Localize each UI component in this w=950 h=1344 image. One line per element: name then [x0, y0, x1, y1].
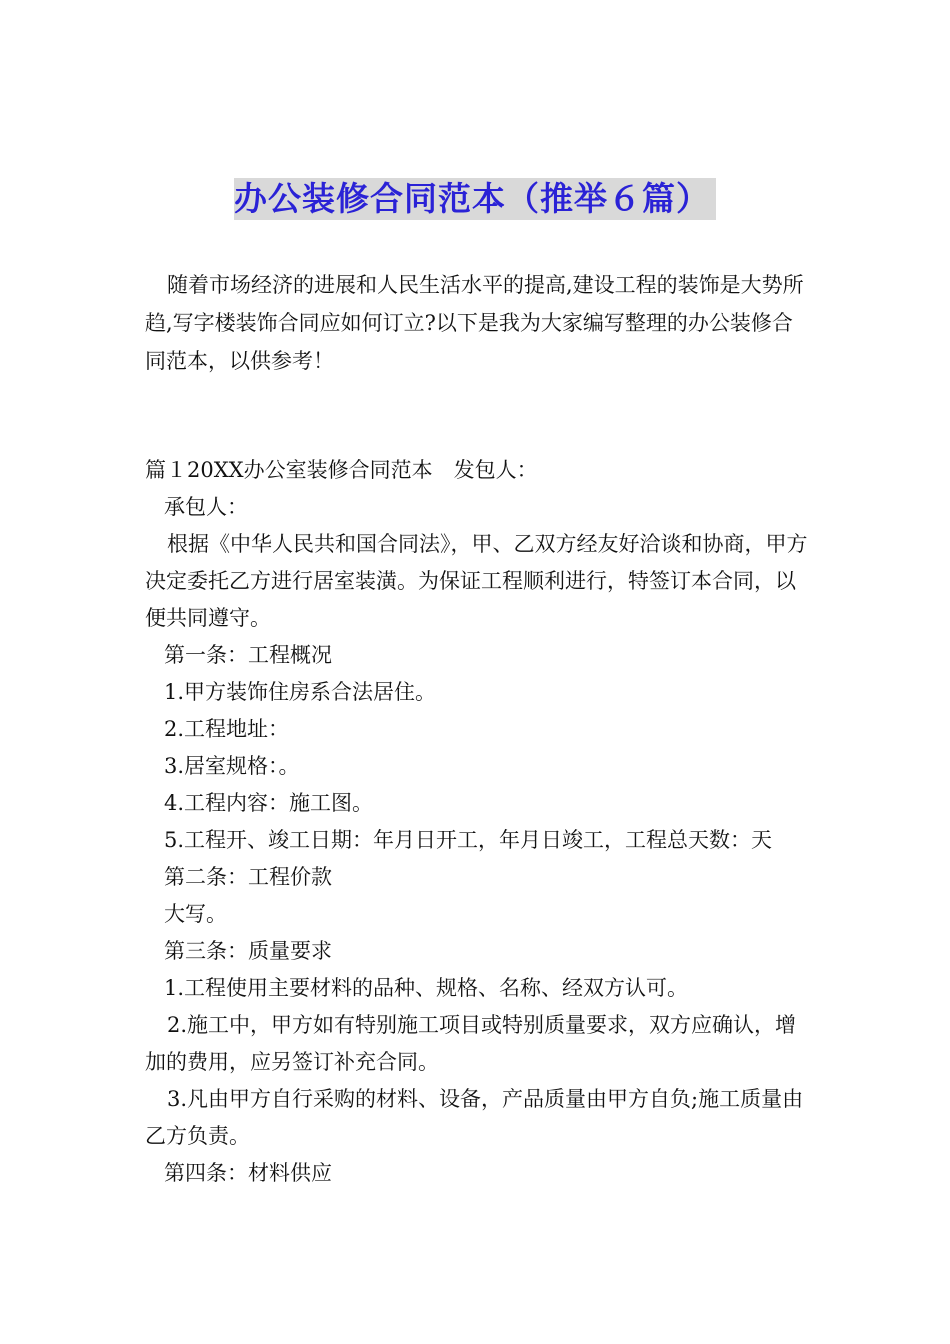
article-heading: 第一条：工程概况 [164, 643, 332, 667]
intro-paragraph: 随着市场经济的进展和人民生活水平的提高,建设工程的装饰是大势所趋,写字楼装饰合同应如何订立?以下是我为大家编写整理的办公装修合同范本，以供参考！ [145, 273, 804, 373]
clause-line: 大写。 [164, 902, 227, 926]
article-heading: 第四条：材料供应 [164, 1161, 332, 1185]
contractor-line: 承包人： [164, 495, 248, 519]
contract-body [145, 452, 810, 1192]
article-heading: 第二条：工程价款 [164, 865, 332, 889]
clause-line: 1.工程使用主要材料的品种、规格、名称、经双方认可。 [164, 976, 689, 1000]
clause-line: 3.居室规格：。 [164, 754, 300, 778]
preamble-paragraph: 根据《中华人民共和国合同法》，甲、乙双方经友好洽谈和协商，甲方决定委托乙方进行居室装潢。为保证工程顺利进行，特签订本合同，以便共同遵守。 [145, 532, 808, 630]
clause-paragraph: 3.凡由甲方自行采购的材料、设备，产品质量由甲方自负;施工质量由乙方负责。 [145, 1087, 804, 1148]
clause-line: 5.工程开、竣工日期：年月日开工，年月日竣工，工程总天数：天 [164, 828, 773, 852]
article-heading: 第三条：质量要求 [164, 939, 332, 963]
clause-paragraph: 2.施工中，甲方如有特别施工项目或特别质量要求，双方应确认，增加的费用，应另签订补充合同。 [145, 1013, 797, 1074]
section-heading: 篇１20XX办公室装修合同范本 发包人： [145, 458, 538, 482]
document-title: 办公装修合同范本（推举６篇） [234, 178, 716, 220]
clause-line: 4.工程内容：施工图。 [164, 791, 374, 815]
clause-line: 2.工程地址： [164, 717, 290, 741]
clause-line: 1.甲方装饰住房系合法居住。 [164, 680, 437, 704]
title-container [0, 178, 950, 220]
